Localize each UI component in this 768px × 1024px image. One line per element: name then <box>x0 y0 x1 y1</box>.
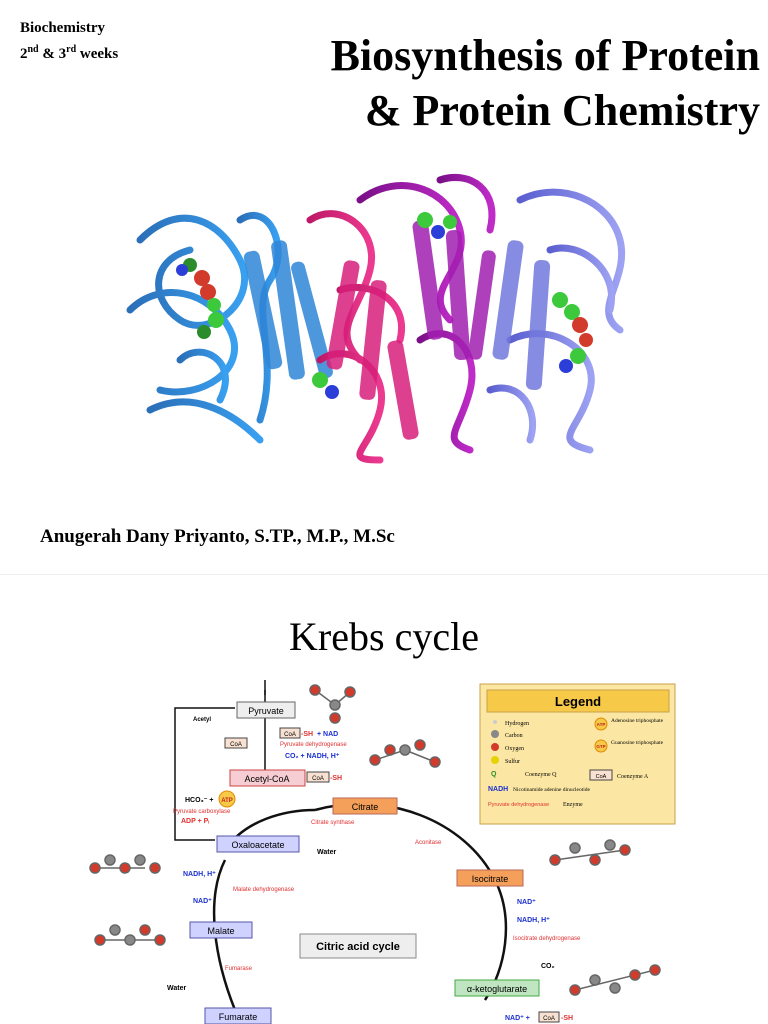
water-label-1: Water <box>317 849 337 856</box>
sh-label-1: -SH <box>301 731 314 738</box>
krebs-title: Krebs cycle <box>289 614 479 659</box>
enzyme-aconitase: Aconitase <box>415 840 442 846</box>
legend-coenzyme-a: Coenzyme A <box>617 774 649 780</box>
enzyme-isocitrate-dh: Isocitrate dehydrogenase <box>513 936 581 942</box>
legend-coa-key: CoA <box>595 774 607 780</box>
svg-text:Pyruvate: Pyruvate <box>248 706 284 716</box>
nadh-label-left: NADH, H⁺ <box>183 871 216 878</box>
legend-title: Legend <box>554 694 602 709</box>
nad-label-right: NAD⁺ <box>517 899 536 906</box>
molecule-isocitrate <box>550 840 630 865</box>
enzyme-pyruvate-carboxylase: Pyruvate carboxylase <box>173 809 231 815</box>
legend-coenzyme-q: Coenzyme Q <box>525 772 557 778</box>
legend-atp: Adenosine triphosphate <box>611 718 664 724</box>
krebs-cycle-diagram <box>85 670 685 1024</box>
svg-text:α-ketoglutarate: α-ketoglutarate <box>466 984 528 994</box>
legend-sulfur: Sulfur <box>505 759 520 765</box>
node-ketoglutarate <box>455 980 539 996</box>
svg-text:Oxaloacetate: Oxaloacetate <box>231 840 285 850</box>
center-label <box>300 934 416 958</box>
legend-gtp: Guanosine triphosphate <box>611 740 664 746</box>
coa-label-2: CoA <box>284 732 296 738</box>
legend <box>480 684 675 824</box>
legend-q-key: Q <box>491 771 497 778</box>
adp-pi-label: ADP + Pᵢ <box>181 818 210 825</box>
molecule-ketoglutarate <box>570 965 660 995</box>
node-fumarate <box>205 1008 271 1024</box>
molecule-oxaloacetate <box>90 855 160 873</box>
title-line-1: Biosynthesis of Protein <box>330 31 760 80</box>
svg-text:Citric acid cycle: Citric acid cycle <box>316 941 400 953</box>
coa-label-3: CoA <box>312 776 324 782</box>
sh-label-3: -SH <box>561 1015 574 1022</box>
course-name: Biochemistry <box>20 20 105 36</box>
legend-carbon: Carbon <box>505 733 523 739</box>
nad-label-left: NAD⁺ <box>193 898 212 905</box>
legend-nadh-key: NADH <box>488 786 509 793</box>
node-citrate <box>333 798 397 814</box>
svg-text:Isocitrate: Isocitrate <box>471 874 509 884</box>
legend-hydrogen: Hydrogen <box>505 721 529 727</box>
node-acetyl-coa <box>230 770 305 786</box>
course-weeks: 2nd & 3rd weeks <box>20 44 119 62</box>
title-line-2: & Protein Chemistry <box>364 86 760 135</box>
enzyme-citrate-synthase: Citrate synthase <box>311 820 355 826</box>
legend-gtp-key: GTP <box>596 744 606 749</box>
legend-atp-key: ATP <box>596 722 606 727</box>
node-isocitrate <box>457 870 523 886</box>
atp-badge: ATP <box>221 798 233 804</box>
svg-text:Malate: Malate <box>207 926 235 936</box>
protein-structure-image <box>120 160 650 480</box>
molecule-malate <box>95 925 165 945</box>
coa-label-4: CoA <box>543 1016 555 1022</box>
nad-label-1: + NAD <box>317 731 339 738</box>
enzyme-fumarase: Fumarase <box>225 966 253 972</box>
course-label <box>20 18 118 65</box>
svg-text:Acetyl-CoA: Acetyl-CoA <box>244 774 290 784</box>
enzyme-pyruvate-dh: Pyruvate dehydrogenase <box>280 742 347 748</box>
svg-text:Fumarate: Fumarate <box>218 1012 258 1022</box>
legend-oxygen: Oxygen <box>505 746 524 752</box>
enzyme-malate-dh: Malate dehydrogenase <box>233 887 295 893</box>
slide-title <box>180 28 760 138</box>
node-pyruvate <box>237 702 295 718</box>
water-label-2: Water <box>167 985 187 992</box>
co2-nadh-label: CO₂ + NADH, H⁺ <box>285 753 340 760</box>
slide-divider <box>0 574 768 575</box>
author-name: Anugerah Dany Priyanto, S.TP., M.P., M.Sc <box>40 526 395 547</box>
nadh-label-right: NADH, H⁺ <box>517 917 550 924</box>
label-acetyl: Acetyl <box>193 717 212 723</box>
legend-enzyme: Enzyme <box>563 802 583 808</box>
cycle-arc-right <box>315 804 506 1000</box>
node-malate <box>190 922 252 938</box>
hco3-label: HCO₃⁻ + <box>185 797 214 804</box>
legend-nadh: Nicotinamide adenine dinucleotide <box>513 787 590 793</box>
nad-plus-label: NAD⁺ + <box>505 1015 530 1022</box>
molecule-pyruvate <box>310 685 355 723</box>
node-oxaloacetate <box>217 836 299 852</box>
co2-label: CO₂ <box>541 963 555 970</box>
legend-enzyme-key: Pyruvate dehydrogenase <box>488 802 550 808</box>
molecule-citrate <box>370 740 440 767</box>
sh-label-2: -SH <box>330 775 343 782</box>
svg-text:Citrate: Citrate <box>351 802 379 812</box>
coa-label-1: CoA <box>230 742 242 748</box>
